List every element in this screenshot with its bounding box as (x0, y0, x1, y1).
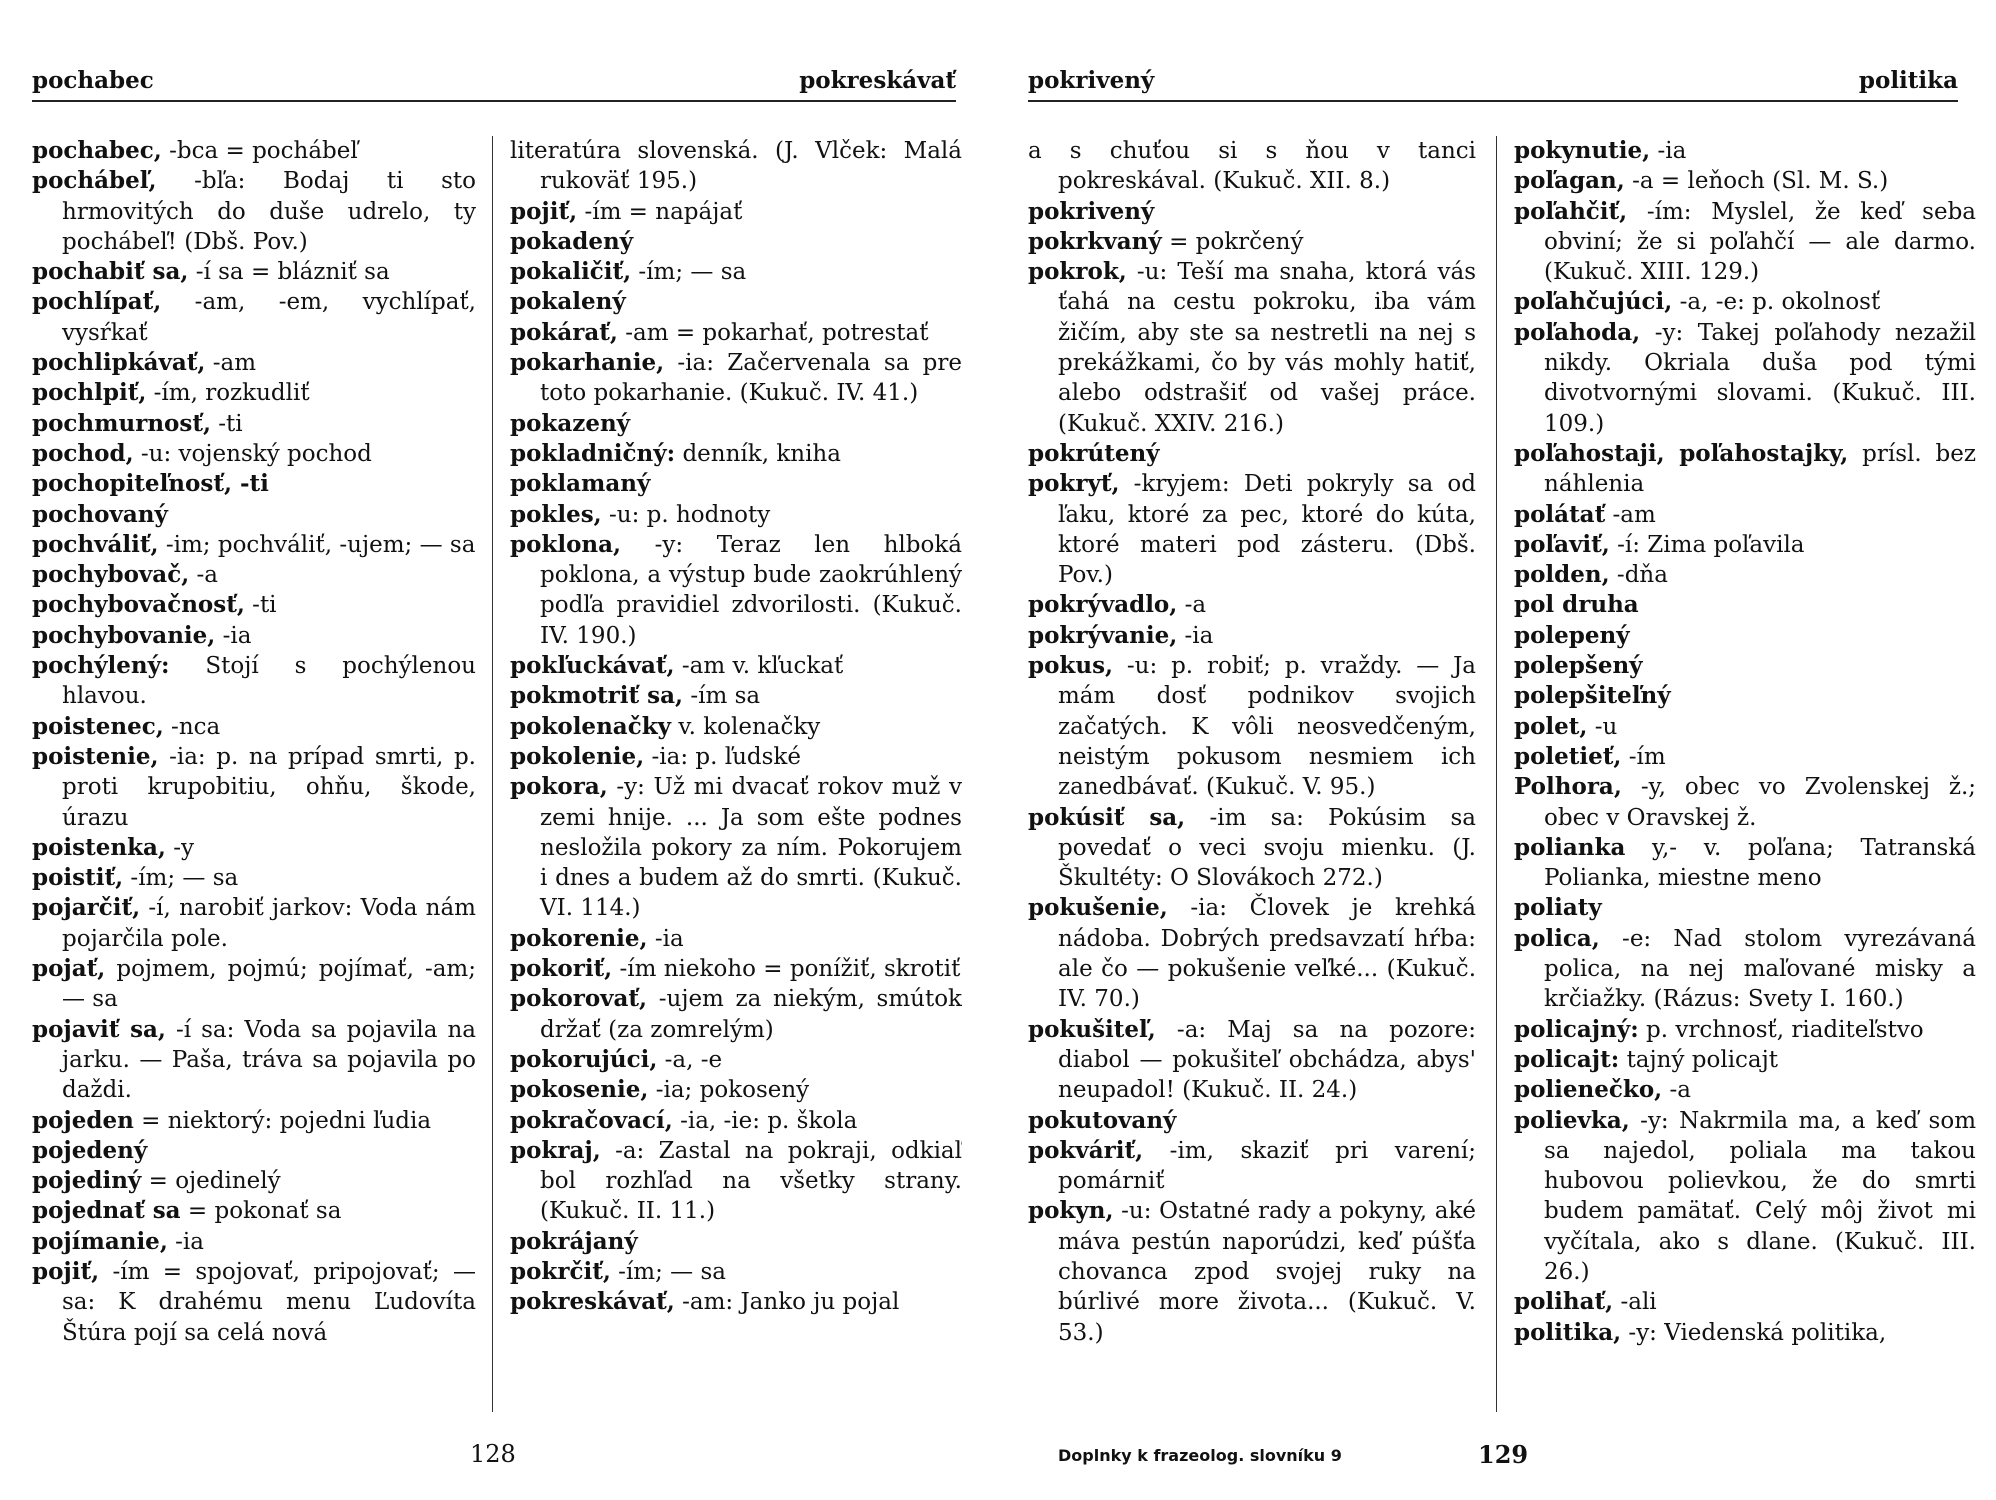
entry-definition: -ia, -ie: p. škola (680, 1107, 858, 1134)
entry-definition: -ím = spojovať, pripojovať; —sa: K drahému menu Ľudovíta Štúra pojí sa celá nová (62, 1258, 476, 1346)
entry-definition: -im; pochváliť, -ujem; — sa (165, 531, 476, 558)
entry-definition: y,- v. poľana; Tatranská Polianka, miestne meno (1544, 834, 1976, 892)
dictionary-entry (1514, 924, 1976, 1015)
dictionary-entry (32, 1257, 476, 1348)
entry-headword: pokles, (510, 500, 602, 528)
dictionary-entry (32, 257, 476, 287)
entry-headword: pokrájaný (510, 1227, 638, 1255)
dictionary-entry (510, 409, 962, 439)
entry-definition: Stojí s pochýlenou hlavou. (62, 653, 476, 710)
entry-headword: pokladničný: (510, 439, 676, 467)
entry-headword: pochlípať, (32, 288, 162, 316)
dictionary-entry (1514, 136, 1976, 166)
dictionary-entry (510, 651, 962, 681)
entry-headword: pokynutie, (1514, 137, 1651, 164)
entry-definition: -nca (171, 713, 221, 740)
entry-headword: pokreskávať, (510, 1288, 675, 1316)
dictionary-entry (510, 712, 962, 742)
entry-headword: pojiť, (32, 1257, 100, 1285)
entry-headword: pojednať sa (32, 1197, 181, 1225)
entry-definition: -y: Teraz len hlboká poklona, a výstup bude zaokrúhlený podľa pravidiel zdvorilosti. (Kukuč. IV. 190.) (540, 531, 962, 649)
dictionary-entry (510, 681, 962, 711)
entry-headword: pokus, (1028, 652, 1114, 680)
entry-definition: -ím; — sa (618, 1258, 726, 1285)
dictionary-entry (510, 1106, 962, 1136)
entry-headword: pol druha (1514, 591, 1639, 619)
entry-headword: pokľuckávať, (510, 652, 675, 680)
entry-headword: pokutovaný (1028, 1106, 1177, 1134)
entry-definition: -u: p. hodnoty (609, 501, 771, 528)
entry-definition: -í, narobiť jarkov: Voda nám pojarčila pole. (62, 895, 476, 952)
entry-definition: -y: Viedenská politika, (1628, 1319, 1887, 1346)
dictionary-entry (32, 621, 476, 651)
entry-headword: pochváliť, (32, 530, 159, 558)
entry-definition: -ím = napájať (584, 198, 743, 225)
dictionary-entry (510, 530, 962, 651)
entry-headword: pokúsiť sa, (1028, 803, 1186, 831)
dictionary-entry (1028, 439, 1476, 469)
entry-headword: pojaviť sa, (32, 1015, 166, 1043)
entry-headword: polihať, (1514, 1288, 1614, 1316)
entry-headword: poistenie, (32, 742, 159, 770)
entry-headword: pokryť, (1028, 470, 1120, 498)
dictionary-entry (510, 287, 962, 317)
entry-definition: -im sa: Pokúsim sa povedať o veci svoju mienku. (J. Škultéty: O Slovákoch 272.) (1058, 804, 1476, 892)
dictionary-entry (32, 136, 476, 166)
dictionary-entry (32, 1136, 476, 1166)
entry-definition: -ím sa (690, 683, 761, 710)
entry-headword: poklamaný (510, 470, 651, 498)
dictionary-entry (1028, 651, 1476, 802)
entry-headword: pojať, (32, 955, 106, 983)
dictionary-entry (1514, 1287, 1976, 1317)
dictionary-entry (510, 1136, 962, 1227)
entry-headword: pokadený (510, 227, 634, 255)
entry-headword: poľaviť, (1514, 530, 1610, 558)
entry-headword: pochybovačnosť, (32, 591, 245, 619)
entry-headword: poľahčujúci, (1514, 288, 1673, 316)
dictionary-entry (1514, 560, 1976, 590)
left-page-column-b (510, 136, 962, 1412)
entry-headword: pochlpiť, (32, 379, 147, 407)
entry-definition: -ia; pokosený (655, 1077, 810, 1104)
entry-headword: poľahčiť, (1514, 197, 1628, 225)
entry-headword: pojediný (32, 1167, 142, 1195)
entry-definition: -u: p. robiť; p. vraždy. — Ja mám dosť podnikov svojich začatých. K vôli neosvedčeným, neistým pokusom nesmiem ich zanedbávať. (Kukuč. V. 95.) (1058, 653, 1476, 801)
dictionary-entry (32, 1106, 476, 1136)
entry-headword: poľagan, (1514, 167, 1625, 195)
entry-definition: -a = leňoch (Sl. M. S.) (1632, 168, 1889, 195)
entry-definition: -ia: Začervenala sa pre toto pokarhanie. (Kukuč. IV. 41.) (540, 350, 962, 407)
entry-definition: -ia (1657, 138, 1687, 164)
entry-headword: pochabec, (32, 137, 162, 164)
entry-headword: polepšiteľný (1514, 682, 1671, 710)
entry-headword: poľahostaji, poľahostajky, (1514, 439, 1849, 467)
dictionary-entry (1514, 893, 1976, 923)
entry-definition: -í sa = blázniť sa (195, 259, 390, 286)
dictionary-entry (1028, 136, 1476, 197)
dictionary-entry (1028, 469, 1476, 590)
entry-definition: -am v. kľuckať (681, 653, 844, 680)
dictionary-entry (510, 1045, 962, 1075)
entry-definition: tajný policajt (1626, 1046, 1779, 1073)
dictionary-entry (1514, 166, 1976, 196)
entry-headword: poistiť, (32, 864, 124, 892)
dictionary-entry (510, 1257, 962, 1287)
entry-headword: pochopiteľnosť, -ti (32, 470, 269, 498)
entry-headword: politika, (1514, 1318, 1622, 1346)
entry-definition: -y: Už mi dvacať rokov muž v zemi hnije. ... Ja som ešte podnes nesložila pokory za ním. Pokorujem i dnes a budem až do smrti. (Kukuč. VI. 114.) (540, 774, 962, 922)
dictionary-entry (1028, 227, 1476, 257)
entry-headword: poletieť, (1514, 742, 1622, 770)
entry-definition: a s chuťou si s ňou v tanci pokreskával. (Kukuč. XII. 8.) (1028, 138, 1476, 195)
dictionary-entry (32, 378, 476, 408)
entry-headword: poistenka, (32, 833, 166, 861)
dictionary-entry (32, 742, 476, 833)
entry-definition: -ia (175, 1228, 204, 1255)
entry-headword: pojeden (32, 1106, 134, 1134)
dictionary-entry (32, 1227, 476, 1257)
entry-headword: pokrčiť, (510, 1257, 611, 1285)
dictionary-entry (32, 469, 476, 499)
entry-headword: pokolenie, (510, 742, 645, 770)
entry-definition: -ujem za niekým, smútok držať (za zomrelým) (540, 986, 962, 1043)
entry-headword: polden, (1514, 561, 1610, 589)
entry-headword: pochovaný (32, 500, 168, 528)
entry-definition: -ím: Myslel, že keď seba obviní; že si poľahčí — ale darmo. (Kukuč. XIII. 129.) (1544, 198, 1976, 286)
entry-headword: poliaty (1514, 894, 1602, 922)
dictionary-entry (1514, 1015, 1976, 1045)
entry-headword: pojedený (32, 1136, 148, 1164)
dictionary-entry (32, 348, 476, 378)
dictionary-entry (1514, 833, 1976, 894)
right-header-last-word: politika (1858, 67, 1958, 94)
entry-headword: pokraj, (510, 1136, 601, 1164)
dictionary-entry (32, 1166, 476, 1196)
entry-headword: pokazený (510, 409, 631, 437)
entry-headword: pochábeľ, (32, 167, 157, 195)
entry-definition: -bca = pochábeľ (169, 138, 358, 164)
entry-definition: = niektorý: pojedni ľudia (141, 1107, 432, 1134)
entry-definition: -u: Ostatné rady a pokyny, aké máva pestún naporúdzi, keď púšťa chovanca zpod svojej ruky na búrlivé more života... (Kukuč. V. 53.) (1058, 1198, 1476, 1346)
dictionary-entry (1514, 318, 1976, 439)
entry-definition: -y: Takej poľahody nezažil nikdy. Okriala duša pod tými divotvornými slovami. (Kukuč. III. 109.) (1544, 319, 1976, 437)
dictionary-entry (32, 590, 476, 620)
dictionary-entry (1514, 439, 1976, 500)
entry-headword: poklona, (510, 530, 622, 558)
dictionary-entry (32, 409, 476, 439)
right-page (998, 0, 1996, 1500)
dictionary-entry (510, 1287, 962, 1317)
entry-definition: -ím, rozkudliť (153, 380, 310, 407)
entry-definition: -a, -e (664, 1046, 723, 1073)
entry-definition: = pokrčený (1169, 228, 1304, 255)
entry-headword: pojarčiť, (32, 894, 141, 922)
entry-headword: Polhora, (1514, 773, 1622, 801)
entry-definition: -ti (218, 410, 243, 437)
dictionary-entry (1028, 257, 1476, 439)
entry-definition: -ím; — sa (130, 865, 239, 892)
entry-definition: -im, skaziť pri varení; pomárniť (1058, 1137, 1476, 1195)
dictionary-entry (1514, 712, 1976, 742)
dictionary-entry (32, 1196, 476, 1226)
dictionary-entry (32, 954, 476, 1015)
entry-definition: -ia: p. ľudské (651, 743, 801, 770)
entry-headword: policajt: (1514, 1045, 1620, 1073)
entry-definition: -y (173, 834, 195, 861)
entry-definition: -í sa: Voda sa pojavila na jarku. — Paša, tráva sa pojavila po daždi. (62, 1016, 476, 1104)
entry-headword: pochabiť sa, (32, 258, 189, 286)
entry-definition: -u: vojenský pochod (140, 440, 372, 467)
dictionary-entry (510, 318, 962, 348)
entry-headword: polievka, (1514, 1106, 1630, 1134)
dictionary-entry (1514, 742, 1976, 772)
entry-definition: -am, -em, vychlípať, vysŕkať (62, 289, 476, 346)
entry-headword: policajný: (1514, 1015, 1639, 1043)
entry-definition: -a (1184, 592, 1207, 619)
entry-definition: -u (1594, 713, 1618, 740)
dictionary-entry (1514, 1045, 1976, 1075)
page-number: 129 (1478, 1440, 1529, 1469)
dictionary-entry (1514, 590, 1976, 620)
dictionary-entry (1514, 772, 1976, 833)
entry-headword: poistenec, (32, 712, 164, 740)
page-number: 128 (470, 1440, 516, 1468)
signature-note: Doplnky k frazeolog. slovníku 9 (1058, 1446, 1342, 1465)
entry-headword: pokváriť, (1028, 1136, 1144, 1164)
entry-headword: poľahoda, (1514, 318, 1641, 346)
entry-definition: -am (212, 350, 257, 377)
entry-headword: polepšený (1514, 652, 1643, 680)
dictionary-entry (1514, 530, 1976, 560)
entry-definition: -bľa: Bodaj ti sto hrmovitých do duše udrelo, ty pochábeľ! (Dbš. Pov.) (62, 168, 476, 255)
entry-definition: -a: Zastal na pokraji, odkiaľ bol rozhľad na všetky strany. (Kukuč. II. 11.) (540, 1137, 962, 1225)
dictionary-entry (1514, 197, 1976, 288)
entry-headword: pokrok, (1028, 258, 1127, 286)
entry-headword: pojiť, (510, 197, 578, 225)
dictionary-entry (32, 863, 476, 893)
entry-definition: = ojedinelý (148, 1168, 281, 1195)
entry-definition: -dňa (1616, 562, 1668, 589)
dictionary-entry (1514, 1318, 1976, 1348)
entry-headword: pokušiteľ, (1028, 1015, 1156, 1043)
dictionary-entry (32, 1015, 476, 1106)
dictionary-entry (510, 227, 962, 257)
entry-headword: pokrývadlo, (1028, 591, 1178, 619)
entry-headword: pokyn, (1028, 1197, 1114, 1225)
entry-definition: -u: Teší ma snaha, ktorá vás ťahá na cestu pokroku, iba vám žičím, aby ste sa nestretli na nej s prekážkami, čo by vás mohly hatiť, alebo odstrašiť od vašej práce. (Kukuč. XXIV. 216.) (1058, 259, 1476, 437)
entry-headword: pokaličiť, (510, 258, 632, 286)
entry-definition: denník, kniha (682, 440, 841, 467)
entry-definition: p. vrchnosť, riaditeľstvo (1646, 1016, 1924, 1043)
right-page-column-b (1514, 136, 1976, 1412)
entry-definition: -am (1612, 501, 1656, 528)
entry-headword: pokorenie, (510, 924, 648, 952)
entry-headword: pochod, (32, 439, 134, 467)
dictionary-entry (1514, 1075, 1976, 1105)
entry-definition: -a, -e: p. okolnosť (1679, 289, 1881, 316)
entry-headword: pokrývanie, (1028, 621, 1178, 649)
entry-headword: pokmotriť sa, (510, 682, 684, 710)
left-header-last-word: pokreskávať (799, 67, 956, 94)
dictionary-entry (510, 257, 962, 287)
dictionary-entry (1028, 803, 1476, 894)
entry-headword: polátať (1514, 500, 1606, 528)
dictionary-entry (1514, 681, 1976, 711)
dictionary-entry (510, 984, 962, 1045)
dictionary-entry (1028, 1106, 1476, 1136)
entry-headword: pokorujúci, (510, 1045, 658, 1073)
entry-headword: pokárať, (510, 318, 618, 346)
dictionary-entry (1028, 590, 1476, 620)
entry-headword: pokalený (510, 288, 626, 316)
entry-definition: -am = pokarhať, potrestať (625, 319, 929, 346)
right-header-first-word: pokrivený (1028, 67, 1155, 94)
entry-headword: polepený (1514, 621, 1630, 649)
dictionary-entry (510, 742, 962, 772)
dictionary-entry (32, 893, 476, 954)
entry-definition: -ia: Človek je krehká nádoba. Dobrých predsavzatí hŕba: ale čo — pokušenie veľké... (Kukuč. IV. 70.) (1058, 895, 1476, 1013)
entry-definition: -ím (1628, 743, 1666, 770)
dictionary-entry (32, 287, 476, 348)
entry-definition: -ti (252, 592, 277, 619)
dictionary-entry (32, 833, 476, 863)
entry-definition: -kryjem: Deti pokryly sa od ľaku, ktoré za pec, ktoré do kúta, ktoré materi pod zásteru. (Dbš. Pov.) (1058, 471, 1476, 589)
left-header-first-word: pochabec (32, 67, 154, 94)
dictionary-entry (1514, 500, 1976, 530)
entry-definition: -y: Nakrmila ma, a keď som sa najedol, poliala ma takou hubovou polievkou, že do smrti budem pamätať. Celý môj život mi vyčítala, ako s dlane. (Kukuč. III. 26.) (1544, 1107, 1976, 1285)
entry-headword: pojímanie, (32, 1227, 168, 1255)
entry-headword: pochmurnosť, (32, 409, 211, 437)
column-divider (492, 136, 493, 1412)
dictionary-entry (32, 500, 476, 530)
dictionary-entry (1028, 1136, 1476, 1197)
entry-headword: pokoriť, (510, 955, 613, 983)
entry-headword: pokosenie, (510, 1076, 649, 1104)
entry-headword: pokrivený (1028, 197, 1155, 225)
entry-definition: -í: Zima poľavila (1617, 531, 1805, 558)
entry-headword: pokora, (510, 773, 608, 801)
entry-definition: -ím niekoho = ponížiť, skrotiť (619, 956, 961, 983)
entry-headword: polica, (1514, 924, 1600, 952)
entry-definition: -ím; — sa (638, 259, 747, 286)
dictionary-entry (510, 348, 962, 409)
entry-headword: pokračovací, (510, 1106, 673, 1134)
entry-definition: pojmem, pojmú; pojímať, -am; — sa (62, 956, 476, 1013)
right-page-column-a (1028, 136, 1476, 1412)
entry-definition: -ia (222, 622, 252, 649)
dictionary-entry (1514, 621, 1976, 651)
entry-definition: = pokonať sa (187, 1198, 342, 1225)
dictionary-entry (1514, 651, 1976, 681)
entry-definition: -a (1669, 1077, 1691, 1104)
entry-headword: pokrkvaný (1028, 227, 1162, 255)
dictionary-entry (1028, 197, 1476, 227)
entry-definition: prísl. bez náhlenia (1544, 440, 1976, 498)
entry-headword: pochýlený: (32, 652, 170, 680)
dictionary-entry (510, 439, 962, 469)
entry-definition: -ali (1620, 1289, 1657, 1316)
dictionary-entry (32, 560, 476, 590)
dictionary-entry (510, 500, 962, 530)
entry-headword: pokorovať, (510, 985, 648, 1013)
dictionary-entry (510, 772, 962, 923)
entry-definition: -ia: p. na prípad smrti, p. proti krupobitiu, ohňu, škode, úrazu (62, 743, 476, 831)
entry-definition: literatúra slovenská. (J. Vlček: Malá rukoväť 195.) (510, 138, 962, 195)
dictionary-entry (1514, 1106, 1976, 1288)
dictionary-entry (510, 469, 962, 499)
dictionary-entry (510, 924, 962, 954)
dictionary-entry (32, 166, 476, 257)
dictionary-entry (510, 136, 962, 197)
dictionary-entry (1028, 1015, 1476, 1106)
entry-definition: -ia (1184, 622, 1214, 649)
dictionary-entry (1028, 1196, 1476, 1347)
entry-headword: pokrútený (1028, 439, 1160, 467)
entry-headword: pokarhanie, (510, 349, 665, 377)
dictionary-entry (510, 1075, 962, 1105)
entry-definition: -ia (654, 925, 684, 952)
left-page-column-a (32, 136, 476, 1412)
dictionary-entry (32, 712, 476, 742)
entry-headword: pokušenie, (1028, 894, 1168, 922)
entry-definition: -y, obec vo Zvolenskej ž.; obec v Oravskej ž. (1544, 774, 1976, 831)
left-page-header (32, 58, 956, 102)
entry-headword: pochybovač, (32, 561, 190, 589)
dictionary-entry (1514, 287, 1976, 317)
entry-definition: -a (196, 562, 219, 589)
entry-headword: pokolenačky (510, 712, 671, 740)
dictionary-entry (32, 530, 476, 560)
dictionary-entry (510, 1227, 962, 1257)
dictionary-entry (1028, 893, 1476, 1014)
entry-headword: polianka (1514, 833, 1626, 861)
column-divider (1496, 136, 1497, 1412)
dictionary-entry (32, 651, 476, 712)
entry-headword: pochlipkávať, (32, 349, 206, 377)
entry-headword: polienečko, (1514, 1076, 1663, 1104)
entry-definition: -a: Maj sa na pozore: diabol — pokušiteľ obchádza, abys' neupadol! (Kukuč. II. 24.) (1058, 1016, 1476, 1104)
entry-headword: polet, (1514, 712, 1588, 740)
dictionary-entry (510, 197, 962, 227)
entry-definition: -e: Nad stolom vyrezávaná polica, na nej maľované misky a krčiažky. (Rázus: Svety I. 160.) (1544, 925, 1976, 1013)
dictionary-entry (510, 954, 962, 984)
entry-definition: -am: Janko ju pojal (682, 1289, 900, 1316)
entry-definition: v. kolenačky (678, 713, 821, 740)
entry-headword: pochybovanie, (32, 621, 216, 649)
right-page-header (1028, 58, 1958, 102)
dictionary-entry (32, 439, 476, 469)
dictionary-entry (1028, 621, 1476, 651)
